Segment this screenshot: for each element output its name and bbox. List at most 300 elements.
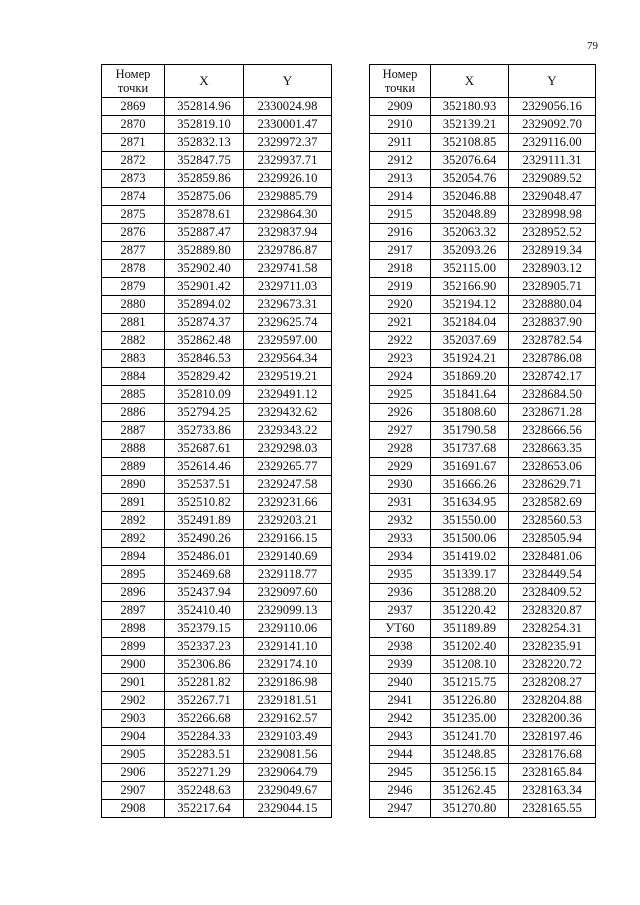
point-number-cell: 2871: [102, 134, 165, 152]
point-number-cell: 2891: [102, 494, 165, 512]
table-body-left: [102, 98, 332, 818]
y-coordinate-cell: 2329118.77: [244, 566, 332, 584]
x-coordinate-cell: 351500.06: [431, 530, 509, 548]
table-row: [370, 206, 596, 224]
point-number-cell: 2900: [102, 656, 165, 674]
y-coordinate-cell: 2328837.90: [509, 314, 596, 332]
y-coordinate-cell: 2329111.31: [509, 152, 596, 170]
x-coordinate-cell: 351737.68: [431, 440, 509, 458]
y-coordinate-cell: 2329265.77: [244, 458, 332, 476]
table-row: [102, 584, 332, 602]
table-row: [370, 296, 596, 314]
table-row: [370, 602, 596, 620]
y-coordinate-cell: 2329786.87: [244, 242, 332, 260]
table-row: [102, 332, 332, 350]
y-coordinate-cell: 2329519.21: [244, 368, 332, 386]
x-coordinate-cell: 352166.90: [431, 278, 509, 296]
table-row: [102, 620, 332, 638]
y-coordinate-cell: 2329174.10: [244, 656, 332, 674]
y-coordinate-cell: 2329181.51: [244, 692, 332, 710]
x-coordinate-cell: 352846.53: [165, 350, 244, 368]
x-coordinate-cell: 352184.04: [431, 314, 509, 332]
x-coordinate-cell: 351241.70: [431, 728, 509, 746]
table-row: [102, 692, 332, 710]
y-coordinate-cell: 2329044.15: [244, 800, 332, 818]
x-coordinate-cell: 352490.26: [165, 530, 244, 548]
x-coordinate-cell: 351220.42: [431, 602, 509, 620]
table-row: [102, 764, 332, 782]
x-coordinate-cell: 352337.23: [165, 638, 244, 656]
table-header-row: [370, 65, 596, 98]
point-number-header: [370, 65, 431, 98]
table-row: [370, 764, 596, 782]
x-coordinate-cell: 352875.06: [165, 188, 244, 206]
point-number-cell: 2896: [102, 584, 165, 602]
table-row: [102, 746, 332, 764]
page-number: 79: [587, 40, 598, 52]
y-coordinate-cell: 2328653.06: [509, 458, 596, 476]
y-coordinate-cell: 2329103.49: [244, 728, 332, 746]
y-coordinate-cell: 2328235.91: [509, 638, 596, 656]
table-row: [370, 278, 596, 296]
y-coordinate-cell: 2329166.15: [244, 530, 332, 548]
x-coordinate-cell: 352283.51: [165, 746, 244, 764]
y-coordinate-cell: 2329092.70: [509, 116, 596, 134]
table-row: [370, 404, 596, 422]
x-coordinate-cell: 351262.45: [431, 782, 509, 800]
point-number-cell: 2921: [370, 314, 431, 332]
x-coordinate-cell: 352108.85: [431, 134, 509, 152]
x-coordinate-cell: 352379.15: [165, 620, 244, 638]
point-number-cell: 2938: [370, 638, 431, 656]
table-row: [102, 512, 332, 530]
table-row: [370, 566, 596, 584]
x-coordinate-cell: 352889.80: [165, 242, 244, 260]
point-number-cell: УТ60: [370, 620, 431, 638]
point-number-cell: 2932: [370, 512, 431, 530]
point-number-cell: 2874: [102, 188, 165, 206]
table-row: [370, 746, 596, 764]
point-number-cell: 2946: [370, 782, 431, 800]
table-row: [370, 350, 596, 368]
table-row: [370, 116, 596, 134]
point-number-cell: 2916: [370, 224, 431, 242]
table-row: [102, 98, 332, 116]
point-number-cell: 2892: [102, 512, 165, 530]
table-row: [370, 170, 596, 188]
y-coordinate-cell: 2328320.87: [509, 602, 596, 620]
y-coordinate-cell: 2329673.31: [244, 296, 332, 314]
point-number-cell: 2917: [370, 242, 431, 260]
x-header: X: [431, 65, 509, 98]
point-number-cell: 2913: [370, 170, 431, 188]
y-coordinate-cell: 2328204.88: [509, 692, 596, 710]
x-coordinate-cell: 351256.15: [431, 764, 509, 782]
point-number-cell: 2936: [370, 584, 431, 602]
table-row: [102, 170, 332, 188]
x-coordinate-cell: 352306.86: [165, 656, 244, 674]
point-number-cell: 2939: [370, 656, 431, 674]
x-coordinate-cell: 352048.89: [431, 206, 509, 224]
y-coordinate-cell: 2328903.12: [509, 260, 596, 278]
x-coordinate-cell: 352874.37: [165, 314, 244, 332]
x-coordinate-cell: 352248.63: [165, 782, 244, 800]
point-number-cell: 2940: [370, 674, 431, 692]
table-row: [102, 242, 332, 260]
x-coordinate-cell: 351869.20: [431, 368, 509, 386]
x-coordinate-cell: 351666.26: [431, 476, 509, 494]
x-coordinate-cell: 352194.12: [431, 296, 509, 314]
y-coordinate-cell: 2328952.52: [509, 224, 596, 242]
point-number-cell: 2899: [102, 638, 165, 656]
table-row: [102, 278, 332, 296]
y-coordinate-cell: 2328481.06: [509, 548, 596, 566]
table-row: [102, 674, 332, 692]
table-row: [370, 512, 596, 530]
x-coordinate-cell: 352063.32: [431, 224, 509, 242]
x-coordinate-cell: 352410.40: [165, 602, 244, 620]
table-row: [370, 134, 596, 152]
point-number-cell: 2947: [370, 800, 431, 818]
point-number-cell: 2933: [370, 530, 431, 548]
table-row: [102, 494, 332, 512]
x-coordinate-cell: 352810.09: [165, 386, 244, 404]
point-number-cell: 2905: [102, 746, 165, 764]
point-number-cell: 2937: [370, 602, 431, 620]
table-row: [102, 152, 332, 170]
point-number-cell: 2890: [102, 476, 165, 494]
point-header-line1: Номер: [382, 67, 418, 81]
point-number-cell: 2906: [102, 764, 165, 782]
point-number-cell: 2920: [370, 296, 431, 314]
x-coordinate-cell: 352859.86: [165, 170, 244, 188]
table-row: [102, 350, 332, 368]
point-number-cell: 2924: [370, 368, 431, 386]
point-number-cell: 2942: [370, 710, 431, 728]
x-coordinate-cell: 352139.21: [431, 116, 509, 134]
x-coordinate-cell: 352687.61: [165, 440, 244, 458]
point-number-cell: 2909: [370, 98, 431, 116]
x-coordinate-cell: 351841.64: [431, 386, 509, 404]
point-number-cell: 2889: [102, 458, 165, 476]
table-row: [102, 656, 332, 674]
point-number-cell: 2872: [102, 152, 165, 170]
point-number-cell: 2927: [370, 422, 431, 440]
x-header: X: [165, 65, 244, 98]
x-coordinate-cell: 352614.46: [165, 458, 244, 476]
point-number-cell: 2876: [102, 224, 165, 242]
x-coordinate-cell: 352271.29: [165, 764, 244, 782]
x-coordinate-cell: 352180.93: [431, 98, 509, 116]
point-number-cell: 2925: [370, 386, 431, 404]
point-header-line2: точки: [384, 81, 416, 95]
table-row: [102, 782, 332, 800]
point-number-cell: 2935: [370, 566, 431, 584]
coordinates-table-left: [101, 64, 332, 818]
y-coordinate-cell: 2329432.62: [244, 404, 332, 422]
x-coordinate-cell: 351270.80: [431, 800, 509, 818]
y-header: Y: [509, 65, 596, 98]
x-coordinate-cell: 352510.82: [165, 494, 244, 512]
x-coordinate-cell: 352046.88: [431, 188, 509, 206]
table-row: [102, 134, 332, 152]
point-number-cell: 2923: [370, 350, 431, 368]
point-number-cell: 2873: [102, 170, 165, 188]
x-coordinate-cell: 351339.17: [431, 566, 509, 584]
x-coordinate-cell: 352037.69: [431, 332, 509, 350]
x-coordinate-cell: 351288.20: [431, 584, 509, 602]
y-coordinate-cell: 2328919.34: [509, 242, 596, 260]
y-coordinate-cell: 2328200.36: [509, 710, 596, 728]
table-row: [102, 728, 332, 746]
y-coordinate-cell: 2329110.06: [244, 620, 332, 638]
point-number-cell: 2914: [370, 188, 431, 206]
y-coordinate-cell: 2328786.08: [509, 350, 596, 368]
x-coordinate-cell: 352267.71: [165, 692, 244, 710]
point-number-cell: 2903: [102, 710, 165, 728]
point-number-cell: 2931: [370, 494, 431, 512]
point-number-cell: 2910: [370, 116, 431, 134]
point-number-cell: 2901: [102, 674, 165, 692]
x-coordinate-cell: 351235.00: [431, 710, 509, 728]
table-row: [102, 224, 332, 242]
point-number-cell: 2943: [370, 728, 431, 746]
y-coordinate-cell: 2328165.84: [509, 764, 596, 782]
point-number-cell: 2908: [102, 800, 165, 818]
point-number-cell: 2897: [102, 602, 165, 620]
table-header-row: [102, 65, 332, 98]
coordinates-table-right: [369, 64, 596, 818]
x-coordinate-cell: 351226.80: [431, 692, 509, 710]
y-coordinate-cell: 2328197.46: [509, 728, 596, 746]
y-coordinate-cell: 2328998.98: [509, 206, 596, 224]
table-row: [370, 584, 596, 602]
y-coordinate-cell: 2329597.00: [244, 332, 332, 350]
y-coordinate-cell: 2329048.47: [509, 188, 596, 206]
point-number-cell: 2930: [370, 476, 431, 494]
x-coordinate-cell: 351189.89: [431, 620, 509, 638]
y-coordinate-cell: 2330001.47: [244, 116, 332, 134]
table-row: [102, 548, 332, 566]
x-coordinate-cell: 352733.86: [165, 422, 244, 440]
table-row: [370, 674, 596, 692]
point-number-cell: 2907: [102, 782, 165, 800]
table-row: [370, 548, 596, 566]
y-coordinate-cell: 2328560.53: [509, 512, 596, 530]
point-header-line1: Номер: [115, 67, 151, 81]
y-coordinate-cell: 2328629.71: [509, 476, 596, 494]
table-row: [370, 98, 596, 116]
y-coordinate-cell: 2329203.21: [244, 512, 332, 530]
table-row: [370, 152, 596, 170]
point-number-cell: 2922: [370, 332, 431, 350]
x-coordinate-cell: 352819.10: [165, 116, 244, 134]
point-number-cell: 2895: [102, 566, 165, 584]
point-number-cell: 2904: [102, 728, 165, 746]
y-coordinate-cell: 2328208.27: [509, 674, 596, 692]
point-number-cell: 2894: [102, 548, 165, 566]
y-coordinate-cell: 2328176.68: [509, 746, 596, 764]
x-coordinate-cell: 351808.60: [431, 404, 509, 422]
point-number-cell: 2875: [102, 206, 165, 224]
table-row: [370, 656, 596, 674]
y-coordinate-cell: 2329564.34: [244, 350, 332, 368]
point-number-cell: 2918: [370, 260, 431, 278]
y-coordinate-cell: 2329491.12: [244, 386, 332, 404]
x-coordinate-cell: 352054.76: [431, 170, 509, 188]
point-number-cell: 2881: [102, 314, 165, 332]
table-row: [370, 638, 596, 656]
y-coordinate-cell: 2329116.00: [509, 134, 596, 152]
point-number-cell: 2941: [370, 692, 431, 710]
y-coordinate-cell: 2329064.79: [244, 764, 332, 782]
y-header: Y: [244, 65, 332, 98]
x-coordinate-cell: 351691.67: [431, 458, 509, 476]
table-row: [102, 368, 332, 386]
table-row: [370, 710, 596, 728]
y-coordinate-cell: 2329741.58: [244, 260, 332, 278]
y-coordinate-cell: 2328684.50: [509, 386, 596, 404]
x-coordinate-cell: 352281.82: [165, 674, 244, 692]
y-coordinate-cell: 2328880.04: [509, 296, 596, 314]
y-coordinate-cell: 2329097.60: [244, 584, 332, 602]
point-number-cell: 2878: [102, 260, 165, 278]
point-number-cell: 2879: [102, 278, 165, 296]
point-number-cell: 2880: [102, 296, 165, 314]
point-number-cell: 2892: [102, 530, 165, 548]
y-coordinate-cell: 2329231.66: [244, 494, 332, 512]
point-number-cell: 2884: [102, 368, 165, 386]
x-coordinate-cell: 352829.42: [165, 368, 244, 386]
table-row: [102, 116, 332, 134]
y-coordinate-cell: 2328449.54: [509, 566, 596, 584]
y-coordinate-cell: 2329298.03: [244, 440, 332, 458]
x-coordinate-cell: 352847.75: [165, 152, 244, 170]
y-coordinate-cell: 2328905.71: [509, 278, 596, 296]
table-row: [370, 800, 596, 818]
x-coordinate-cell: 351634.95: [431, 494, 509, 512]
point-number-cell: 2912: [370, 152, 431, 170]
table-row: [370, 728, 596, 746]
x-coordinate-cell: 352076.64: [431, 152, 509, 170]
point-number-cell: 2915: [370, 206, 431, 224]
point-number-cell: 2877: [102, 242, 165, 260]
table-row: [102, 314, 332, 332]
x-coordinate-cell: 352887.47: [165, 224, 244, 242]
x-coordinate-cell: 351248.85: [431, 746, 509, 764]
x-coordinate-cell: 352469.68: [165, 566, 244, 584]
point-number-cell: 2887: [102, 422, 165, 440]
y-coordinate-cell: 2329885.79: [244, 188, 332, 206]
y-coordinate-cell: 2329099.13: [244, 602, 332, 620]
y-coordinate-cell: 2329972.37: [244, 134, 332, 152]
y-coordinate-cell: 2329837.94: [244, 224, 332, 242]
point-number-cell: 2928: [370, 440, 431, 458]
x-coordinate-cell: 352902.40: [165, 260, 244, 278]
x-coordinate-cell: 351550.00: [431, 512, 509, 530]
table-row: [102, 530, 332, 548]
x-coordinate-cell: 352217.64: [165, 800, 244, 818]
point-number-cell: 2911: [370, 134, 431, 152]
table-row: [370, 440, 596, 458]
table-row: [370, 458, 596, 476]
table-row: [102, 260, 332, 278]
x-coordinate-cell: 352437.94: [165, 584, 244, 602]
y-coordinate-cell: 2328742.17: [509, 368, 596, 386]
point-number-cell: 2883: [102, 350, 165, 368]
x-coordinate-cell: 352537.51: [165, 476, 244, 494]
y-coordinate-cell: 2328782.54: [509, 332, 596, 350]
x-coordinate-cell: 352115.00: [431, 260, 509, 278]
x-coordinate-cell: 352266.68: [165, 710, 244, 728]
table-row: [102, 296, 332, 314]
y-coordinate-cell: 2328163.34: [509, 782, 596, 800]
x-coordinate-cell: 352794.25: [165, 404, 244, 422]
x-coordinate-cell: 351790.58: [431, 422, 509, 440]
point-number-cell: 2869: [102, 98, 165, 116]
x-coordinate-cell: 352901.42: [165, 278, 244, 296]
point-number-cell: 2902: [102, 692, 165, 710]
point-number-cell: 2929: [370, 458, 431, 476]
table-row: [370, 314, 596, 332]
y-coordinate-cell: 2328671.28: [509, 404, 596, 422]
y-coordinate-cell: 2329343.22: [244, 422, 332, 440]
x-coordinate-cell: 352894.02: [165, 296, 244, 314]
point-number-cell: 2870: [102, 116, 165, 134]
point-number-cell: 2882: [102, 332, 165, 350]
table-row: [102, 458, 332, 476]
point-number-cell: 2888: [102, 440, 165, 458]
point-number-cell: 2886: [102, 404, 165, 422]
table-body-right: [370, 98, 596, 818]
x-coordinate-cell: 352862.48: [165, 332, 244, 350]
y-coordinate-cell: 2328165.55: [509, 800, 596, 818]
point-header-line2: точки: [117, 81, 149, 95]
y-coordinate-cell: 2329089.52: [509, 170, 596, 188]
y-coordinate-cell: 2329162.57: [244, 710, 332, 728]
table-row: [102, 404, 332, 422]
x-coordinate-cell: 352093.26: [431, 242, 509, 260]
y-coordinate-cell: 2329937.71: [244, 152, 332, 170]
y-coordinate-cell: 2329140.69: [244, 548, 332, 566]
x-coordinate-cell: 352878.61: [165, 206, 244, 224]
x-coordinate-cell: 352284.33: [165, 728, 244, 746]
y-coordinate-cell: 2328505.94: [509, 530, 596, 548]
table-row: [370, 620, 596, 638]
table-row: [370, 386, 596, 404]
table-row: [102, 440, 332, 458]
y-coordinate-cell: 2328663.35: [509, 440, 596, 458]
table-row: [102, 710, 332, 728]
point-number-cell: 2919: [370, 278, 431, 296]
table-row: [102, 566, 332, 584]
table-row: [370, 782, 596, 800]
y-coordinate-cell: 2329081.56: [244, 746, 332, 764]
table-row: [102, 800, 332, 818]
point-number-cell: 2945: [370, 764, 431, 782]
table-row: [370, 188, 596, 206]
x-coordinate-cell: 351215.75: [431, 674, 509, 692]
point-number-cell: 2926: [370, 404, 431, 422]
y-coordinate-cell: 2328409.52: [509, 584, 596, 602]
table-row: [102, 206, 332, 224]
x-coordinate-cell: 352814.96: [165, 98, 244, 116]
y-coordinate-cell: 2329864.30: [244, 206, 332, 224]
y-coordinate-cell: 2329625.74: [244, 314, 332, 332]
y-coordinate-cell: 2330024.98: [244, 98, 332, 116]
y-coordinate-cell: 2329247.58: [244, 476, 332, 494]
y-coordinate-cell: 2329186.98: [244, 674, 332, 692]
